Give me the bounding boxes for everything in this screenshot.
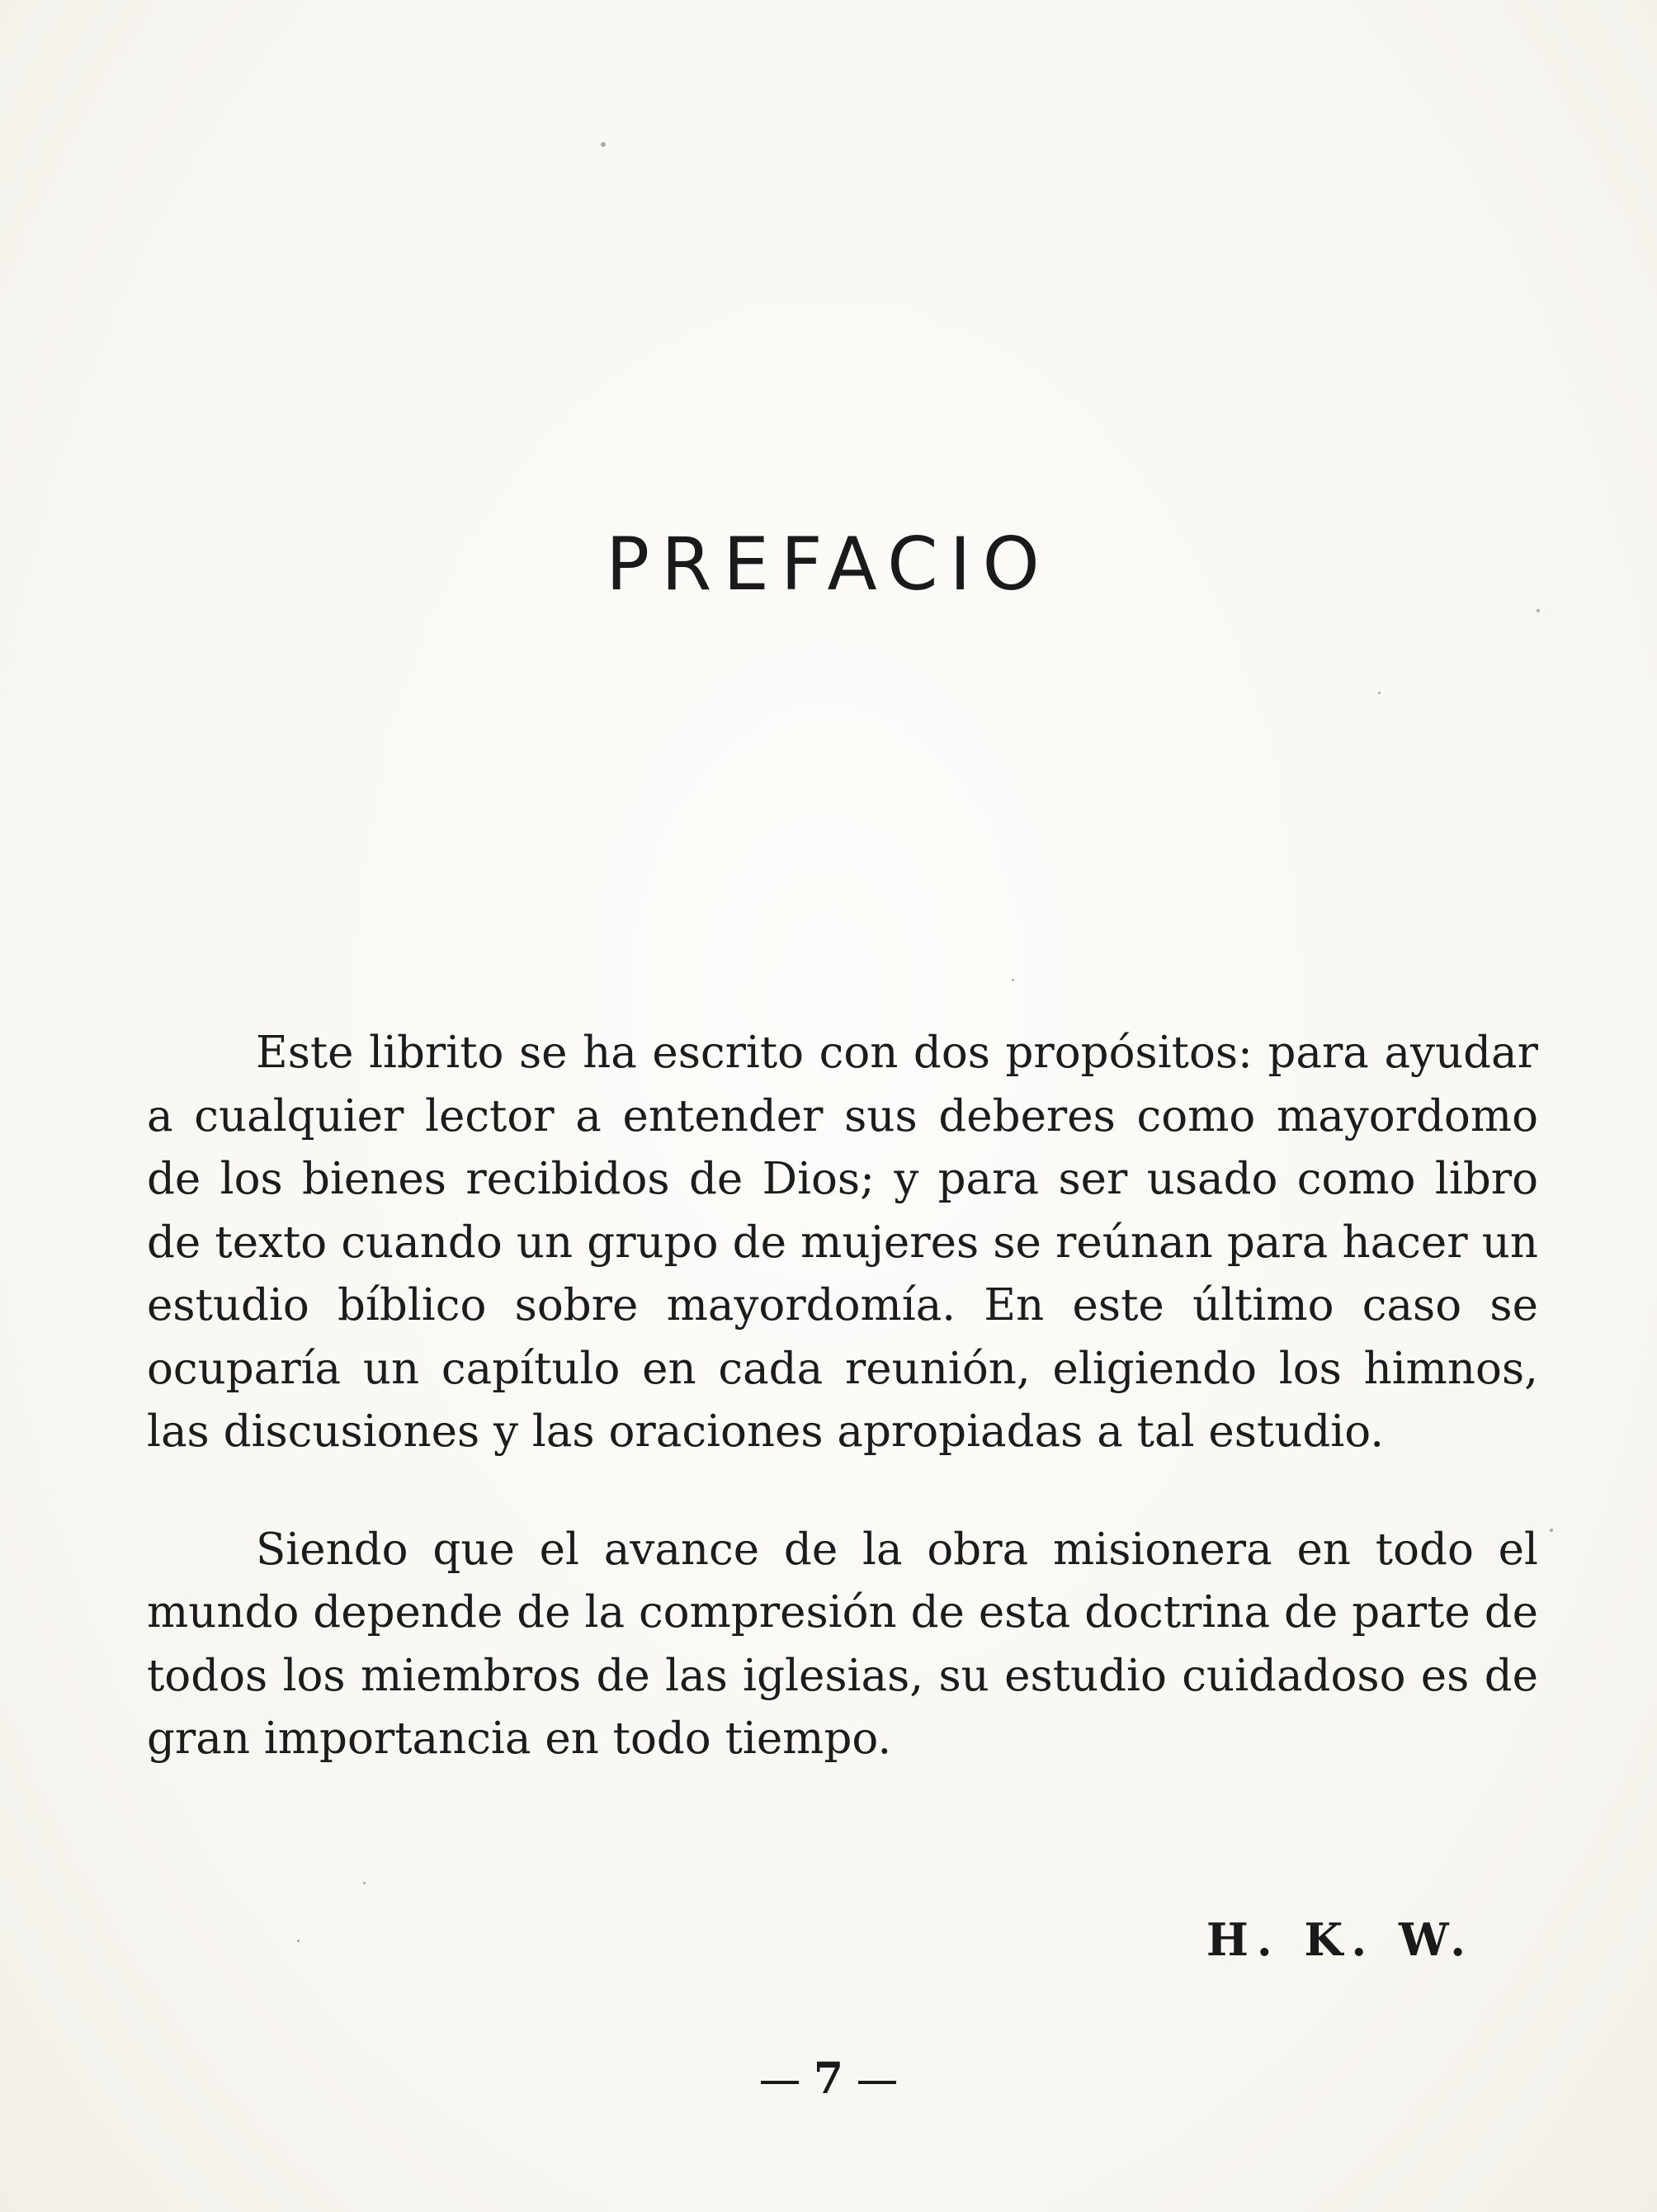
page-number-dash (761, 2081, 799, 2084)
author-initials: H. K. W. (1206, 1913, 1474, 1966)
paper-speck (297, 1940, 300, 1942)
paper-speck (1550, 1529, 1553, 1532)
paper-speck (1378, 692, 1381, 694)
page-title: PREFACIO (606, 522, 1051, 607)
paragraph: Este librito se ha escrito con dos propósitos: para ayudar a cualquier lector a entender sus deberes como mayordomo de los bienes recibidos de Dios; y para ser usado como libro de texto cuando un grupo de mujeres se reúnan para hacer un estudio bíblico sobre mayordomía. En este último caso se ocuparía un capítulo en cada reunión, eligiendo los himnos, las discusiones y las oraciones apropiadas a tal estudio. (147, 1028, 1538, 1457)
paragraph: Siendo que el avance de la obra misionera en todo el mundo depende de la compresión de esta doctrina de parte de todos los miembros de las iglesias, su estudio cuidadoso es de gran importancia en todo tiempo. (147, 1524, 1538, 1764)
page-number: 7 (813, 2054, 844, 2104)
paper-speck (1012, 979, 1014, 981)
page-number-footer (0, 2054, 1657, 2104)
body-text (147, 1022, 1538, 1771)
paper-speck (1537, 609, 1540, 612)
paper-speck (363, 1882, 366, 1884)
paper-speck (601, 142, 606, 147)
page-number-dash (858, 2081, 896, 2084)
